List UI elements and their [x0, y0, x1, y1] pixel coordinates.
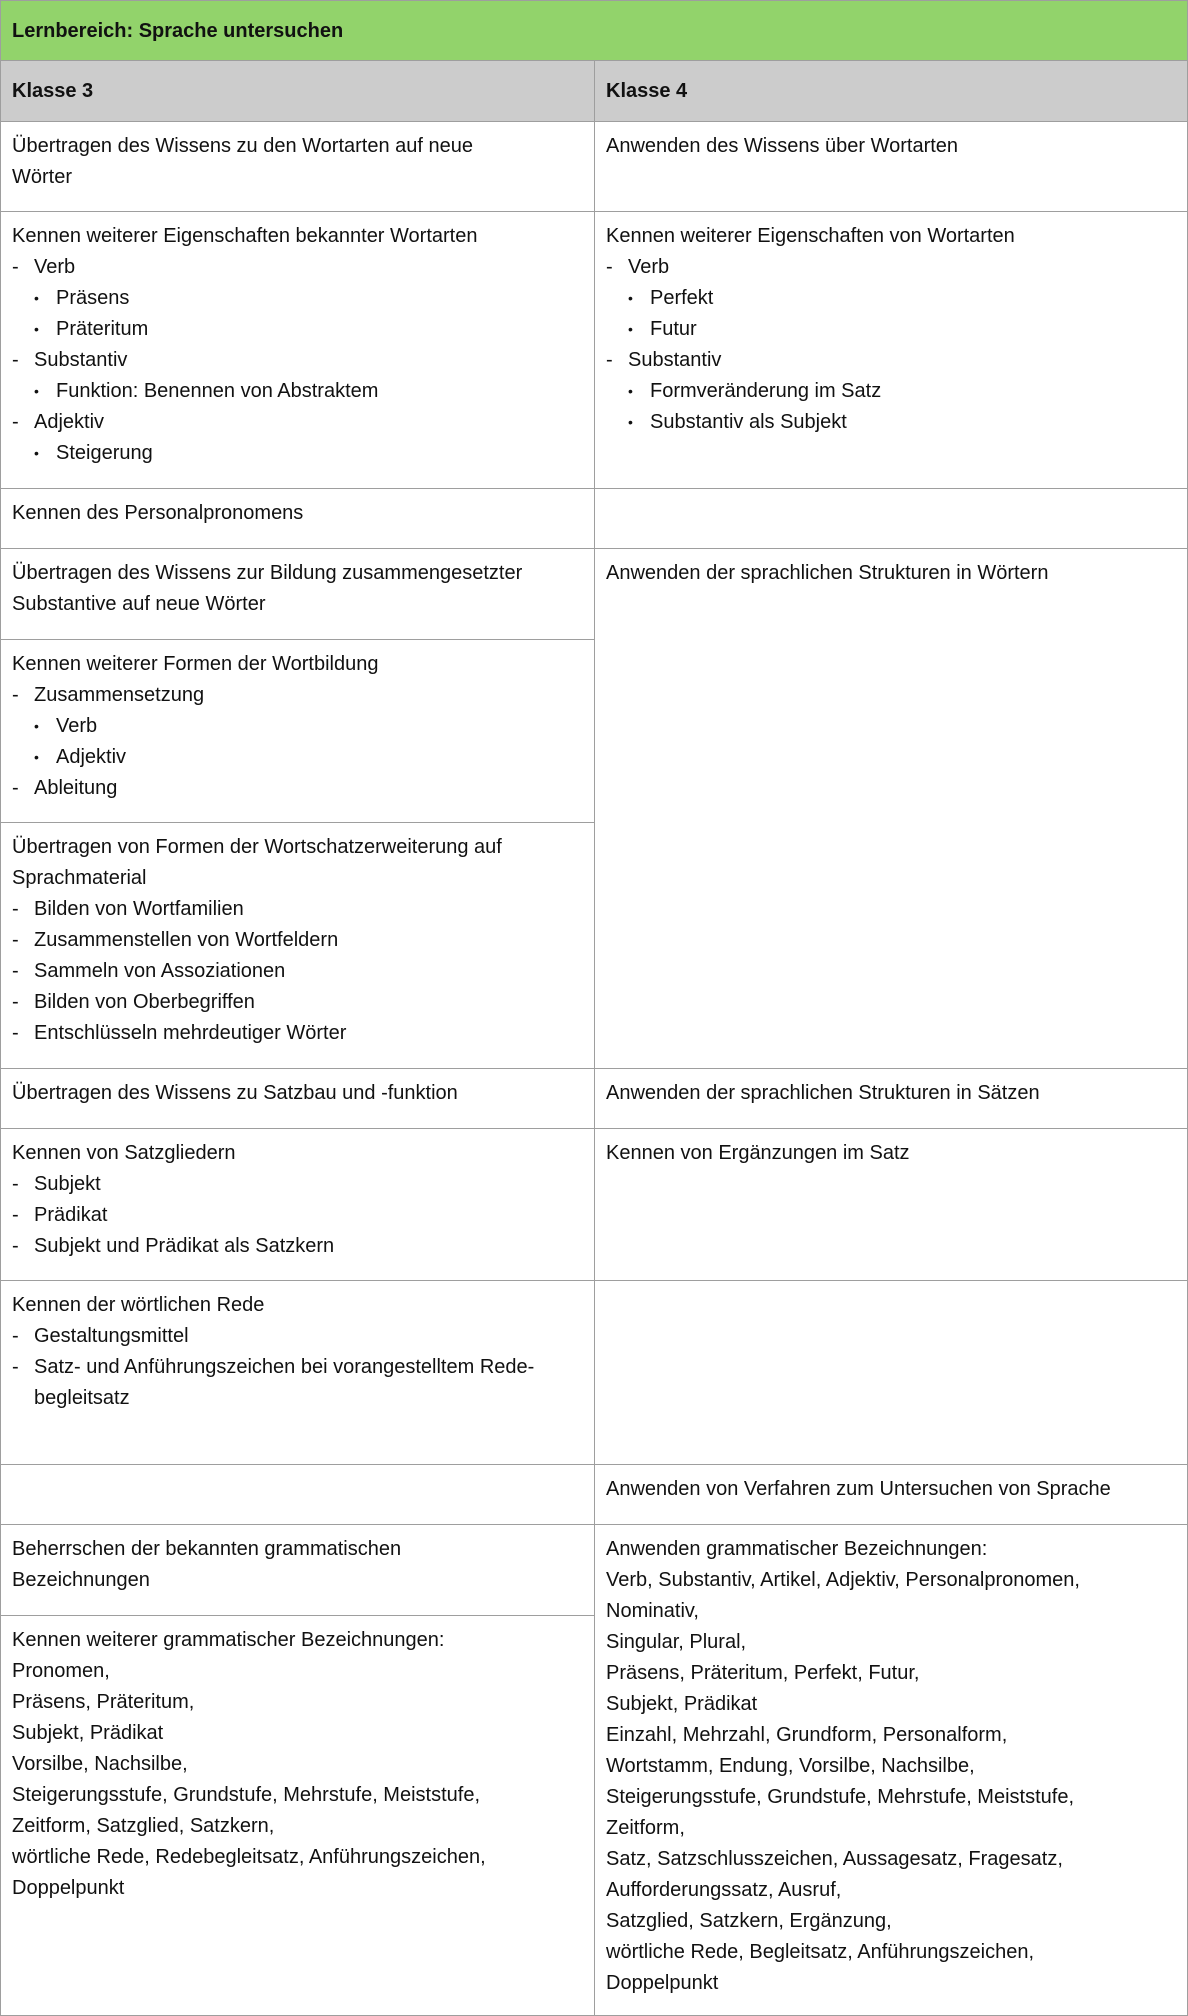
k3-cell-zusammengesetzte-substantive [0, 548, 595, 640]
k4-cell-grammatische-bezeichnungen [594, 1524, 1188, 2016]
k3-cell-personalpronomen [0, 488, 595, 549]
k3-cell-wortbildung [0, 639, 595, 823]
cell-text-line: Kennen des Personalpronomens [12, 502, 304, 524]
list-item: - Entschlüsseln mehrdeutiger Wörter [12, 1022, 347, 1044]
cell-text-line: Anwenden der sprachlichen Strukturen in Sätzen [606, 1082, 1040, 1104]
k3-cell-satzbau [0, 1068, 595, 1129]
list-item: - Substantiv [606, 349, 722, 371]
cell-text-line: Präsens, Präteritum, Perfekt, Futur, [606, 1662, 920, 1684]
list-item: - Satz- und Anführungszeichen bei vorangestelltem Rede- [12, 1356, 535, 1378]
cell-text-line: Singular, Plural, [606, 1631, 747, 1653]
cell-heading: Kennen weiterer Eigenschaften von Wortarten [606, 225, 1015, 247]
cell-text-line: Bezeichnungen [12, 1569, 150, 1591]
cell-text-line: Vorsilbe, Nachsilbe, [12, 1753, 188, 1775]
table-title [0, 0, 1188, 61]
list-item: - Bilden von Wortfamilien [12, 898, 244, 920]
cell-text-line: Pronomen, [12, 1660, 110, 1682]
cell-text-line: Doppelpunkt [606, 1972, 719, 1994]
cell-text-line: Doppelpunkt [12, 1877, 125, 1899]
cell-heading: Kennen von Satzgliedern [12, 1142, 236, 1164]
cell-text-line: Subjekt, Prädikat [606, 1693, 758, 1715]
sub-list-item: • Perfekt [628, 287, 714, 309]
cell-text-line: Satz, Satzschlusszeichen, Aussagesatz, Fragesatz, [606, 1848, 1063, 1870]
list-item: - Prädikat [12, 1204, 108, 1226]
cell-text-line: Zeitform, [606, 1817, 685, 1839]
column-header-label: Klasse 4 [606, 80, 688, 102]
cell-text-line: Übertragen von Formen der Wortschatzerweiterung auf [12, 836, 502, 858]
list-item: - Bilden von Oberbegriffen [12, 991, 255, 1013]
k4-cell-verfahren [594, 1464, 1188, 1525]
cell-text-line: Einzahl, Mehrzahl, Grundform, Personalform, [606, 1724, 1008, 1746]
cell-heading: Kennen weiterer grammatischer Bezeichnungen: [12, 1629, 445, 1651]
k4-cell-strukturen-saetzen [594, 1068, 1188, 1129]
k4-cell-ergaenzungen [594, 1128, 1188, 1281]
sub-list-item: • Steigerung [34, 442, 153, 464]
k3-cell-wortarten-uebertragen [0, 121, 595, 212]
k4-cell-empty [594, 488, 1188, 549]
list-item: - Subjekt und Prädikat als Satzkern [12, 1235, 335, 1257]
k4-cell-empty [594, 1280, 1188, 1465]
cell-heading: Kennen der wörtlichen Rede [12, 1294, 265, 1316]
k3-cell-weitere-bezeichnungen [0, 1615, 595, 2016]
list-item: - Substantiv [12, 349, 128, 371]
cell-text-line: Präsens, Präteritum, [12, 1691, 195, 1713]
cell-text-line: Substantive auf neue Wörter [12, 593, 266, 615]
list-item: - Zusammensetzung [12, 684, 205, 706]
cell-text-line: Verb, Substantiv, Artikel, Adjektiv, Personalpronomen, [606, 1569, 1080, 1591]
column-header-klasse-4 [594, 60, 1188, 122]
sub-list-item: • Verb [34, 715, 98, 737]
cell-text-line: Steigerungsstufe, Grundstufe, Mehrstufe, Meiststufe, [606, 1786, 1075, 1808]
list-item: - Adjektiv [12, 411, 105, 433]
cell-text-line: Sprachmaterial [12, 867, 147, 889]
k3-cell-grammatische-bezeichnungen [0, 1524, 595, 1616]
cell-text-line: Übertragen des Wissens zur Bildung zusammengesetzter [12, 562, 523, 584]
sub-list-item: • Substantiv als Subjekt [628, 411, 847, 433]
cell-heading: Anwenden grammatischer Bezeichnungen: [606, 1538, 988, 1560]
cell-text-line: Beherrschen der bekannten grammatischen [12, 1538, 402, 1560]
cell-text-line: Subjekt, Prädikat [12, 1722, 164, 1744]
sub-list-item: • Präteritum [34, 318, 149, 340]
cell-text-line: Anwenden von Verfahren zum Untersuchen von Sprache [606, 1478, 1111, 1500]
list-item: - Gestaltungsmittel [12, 1325, 189, 1347]
cell-heading: Kennen weiterer Formen der Wortbildung [12, 653, 379, 675]
k3-cell-empty [0, 1464, 595, 1525]
sub-list-item: • Futur [628, 318, 697, 340]
k3-cell-woertliche-rede [0, 1280, 595, 1465]
list-item: - Subjekt [12, 1173, 101, 1195]
sub-list-item: • Adjektiv [34, 746, 127, 768]
cell-text-line: Zeitform, Satzglied, Satzkern, [12, 1815, 275, 1837]
cell-text-line: Satzglied, Satzkern, Ergänzung, [606, 1910, 892, 1932]
list-item: - Verb [606, 256, 670, 278]
cell-text-line: Anwenden des Wissens über Wortarten [606, 135, 959, 157]
k3-cell-wortschatzerweiterung [0, 822, 595, 1069]
cell-heading: Kennen weiterer Eigenschaften bekannter Wortarten [12, 225, 478, 247]
cell-text-line: wörtliche Rede, Redebegleitsatz, Anführungszeichen, [12, 1846, 486, 1868]
sub-list-item: • Formveränderung im Satz [628, 380, 882, 402]
cell-text-line: Anwenden der sprachlichen Strukturen in Wörtern [606, 562, 1049, 584]
cell-text-line: Aufforderungssatz, Ausruf, [606, 1879, 842, 1901]
sub-list-item: • Funktion: Benennen von Abstraktem [34, 380, 379, 402]
k4-cell-wortarten-anwenden [594, 121, 1188, 212]
cell-text-line: Wörter [12, 166, 72, 188]
list-item: - Verb [12, 256, 76, 278]
cell-text-line: Steigerungsstufe, Grundstufe, Mehrstufe, Meiststufe, [12, 1784, 481, 1806]
k4-cell-strukturen-woertern [594, 548, 1188, 1069]
cell-text-line: Übertragen des Wissens zu den Wortarten auf neue [12, 135, 473, 157]
list-item: - Sammeln von Assoziationen [12, 960, 286, 982]
list-item: - Ableitung [12, 777, 118, 799]
column-header-label: Klasse 3 [12, 80, 94, 102]
cell-text-line: Kennen von Ergänzungen im Satz [606, 1142, 910, 1164]
title-text: Lernbereich: Sprache untersuchen [12, 20, 344, 42]
cell-text-line: wörtliche Rede, Begleitsatz, Anführungszeichen, [606, 1941, 1035, 1963]
sub-list-item: • Präsens [34, 287, 130, 309]
cell-text-line: Nominativ, [606, 1600, 699, 1622]
cell-text-line: Übertragen des Wissens zu Satzbau und -funktion [12, 1082, 458, 1104]
column-header-klasse-3 [0, 60, 595, 122]
cell-text-line: Wortstamm, Endung, Vorsilbe, Nachsilbe, [606, 1755, 975, 1777]
k3-cell-satzglieder [0, 1128, 595, 1281]
list-item: - Zusammenstellen von Wortfeldern [12, 929, 339, 951]
list-item-continuation: begleitsatz [34, 1387, 130, 1409]
k3-cell-eigenschaften-wortarten [0, 211, 595, 489]
k4-cell-eigenschaften-wortarten [594, 211, 1188, 489]
